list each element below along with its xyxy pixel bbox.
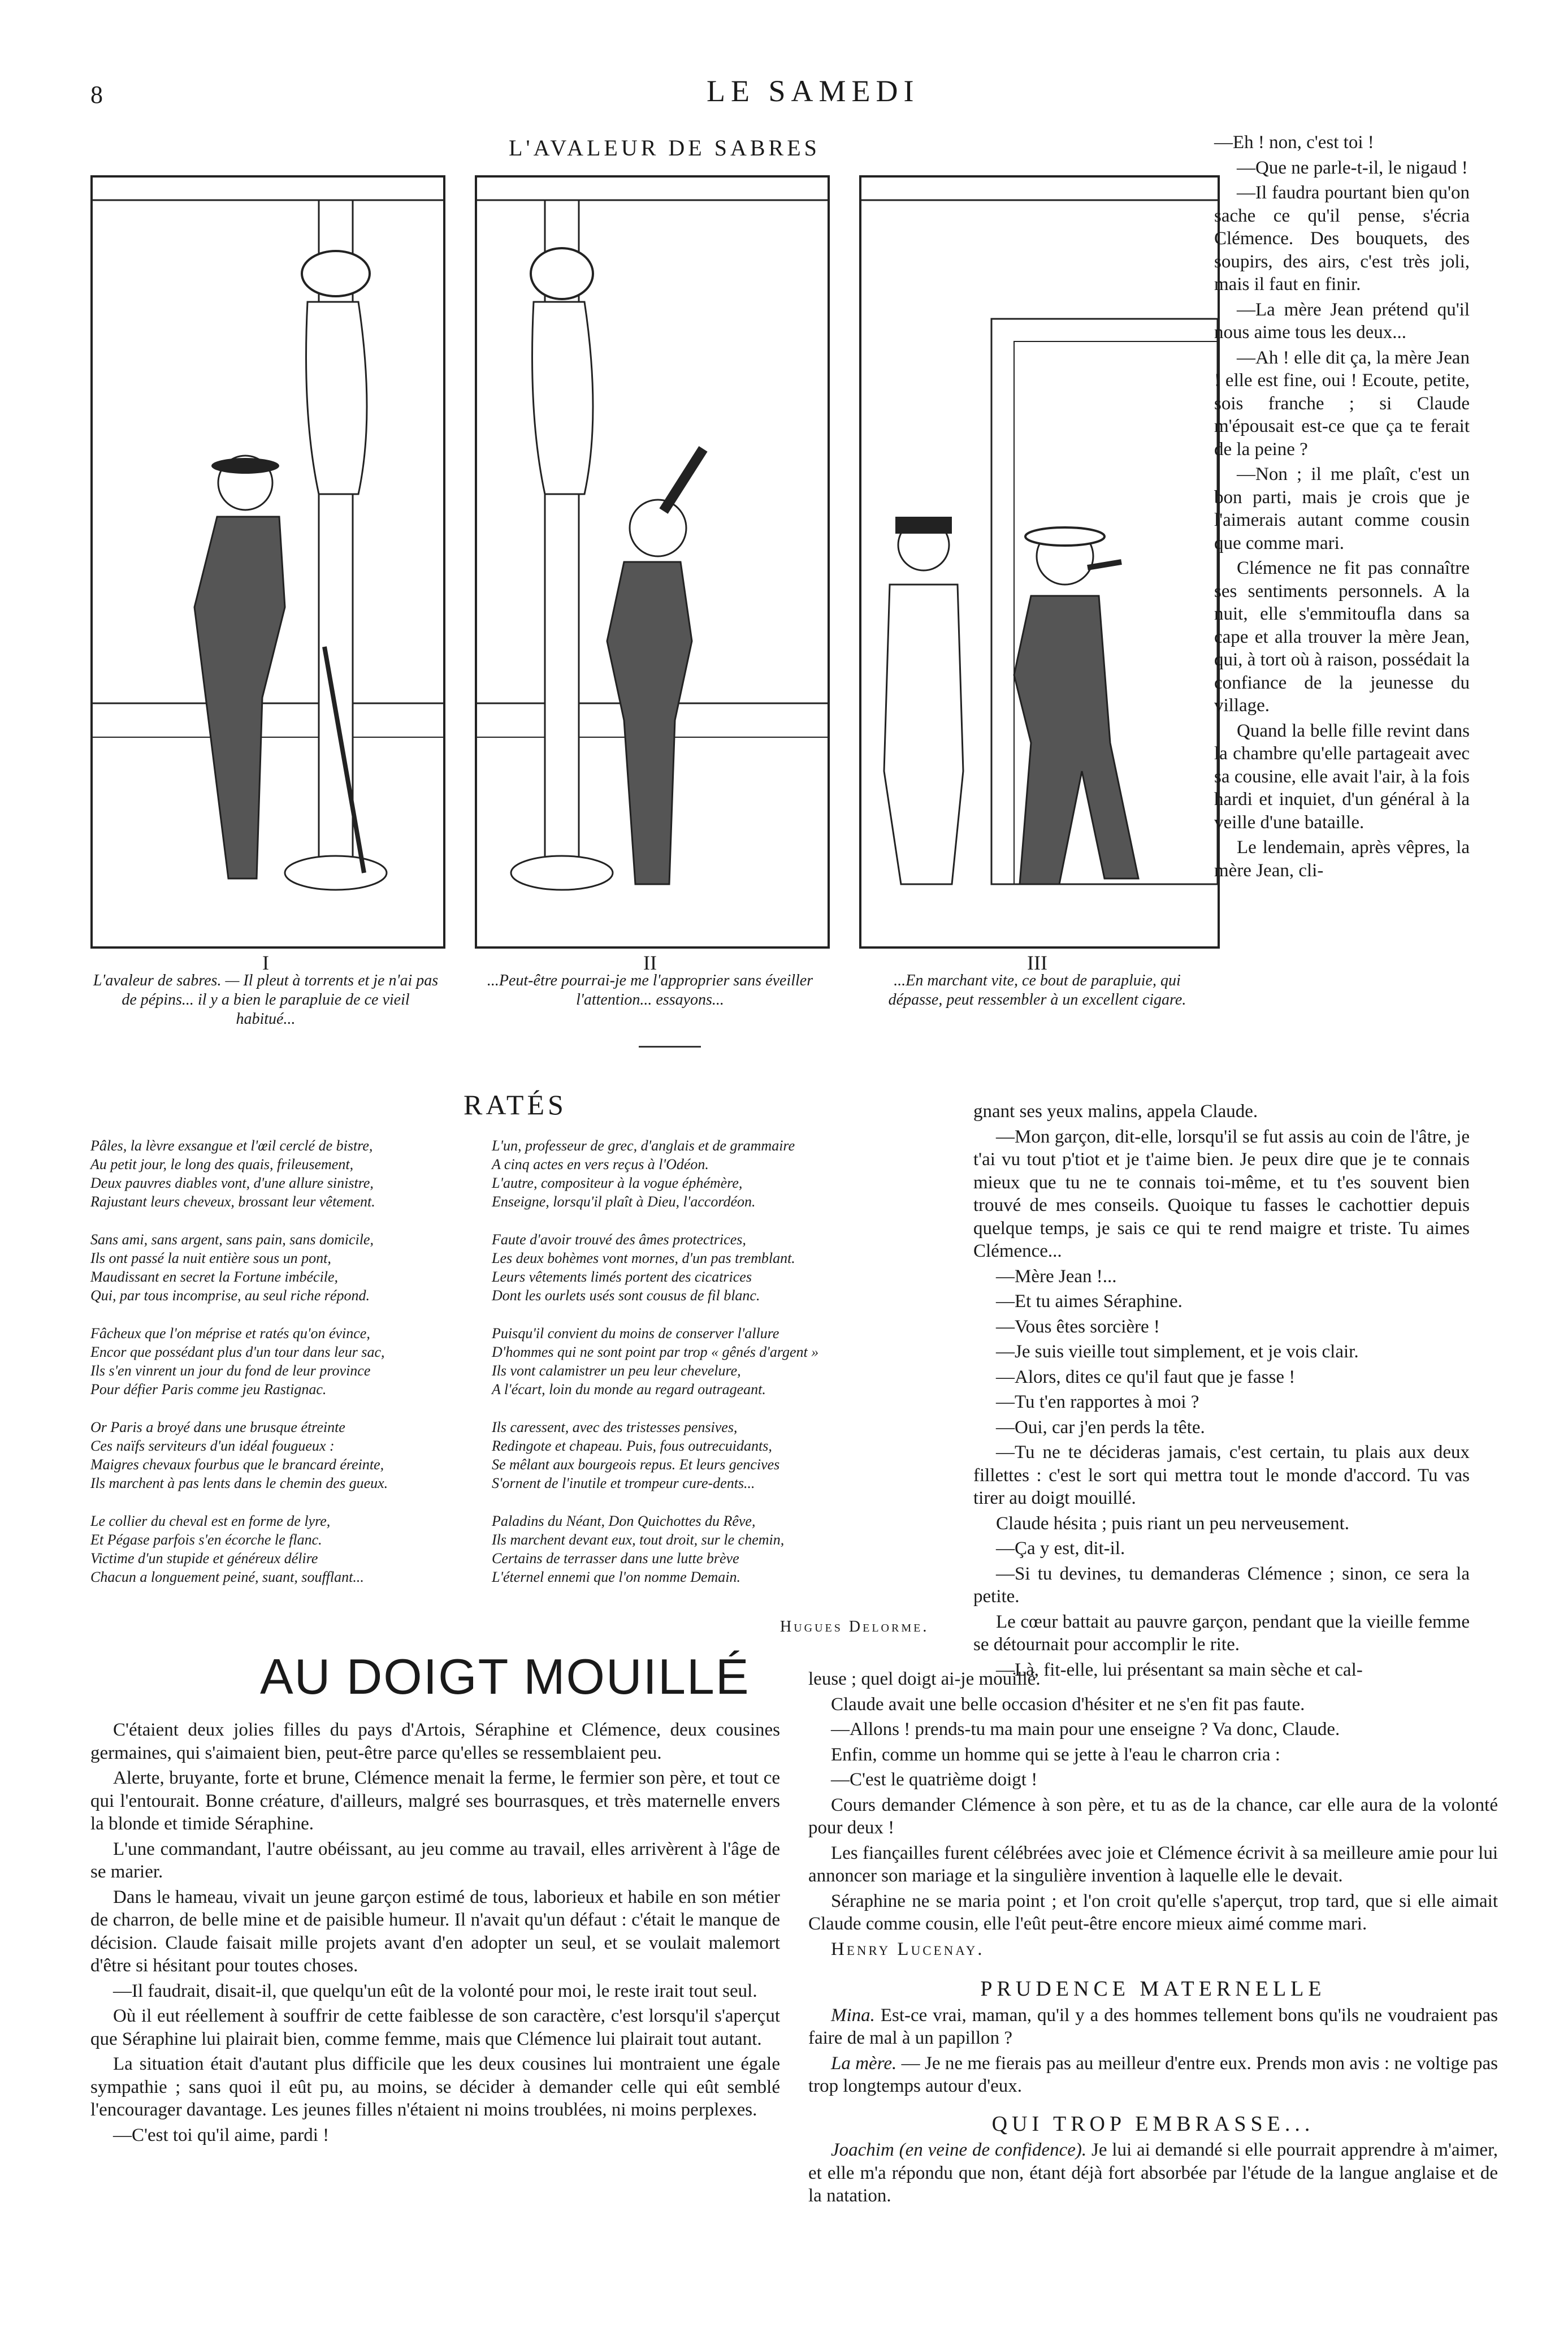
panel-2-illustration	[477, 178, 828, 946]
prudence-speaker-2: La mère.	[831, 2053, 897, 2074]
text-paragraph: —Ça y est, dit-il.	[996, 1538, 1125, 1559]
text-paragraph: Les fiançailles furent célébrées avec joie et Clémence écrivit à sa meilleure amie pour lui annoncer son mariage et la singulière invention à laquelle elle le devait.	[808, 1842, 1498, 1886]
comic-panel-2	[475, 175, 830, 949]
text-paragraph: —Alors, dites ce qu'il faut que je fasse !	[996, 1366, 1296, 1387]
comic-panel-1	[90, 175, 445, 949]
text-paragraph: —Vous êtes sorcière !	[996, 1316, 1160, 1337]
poem-author: Hugues Delorme.	[780, 1618, 929, 1636]
text-paragraph: Claude hésita ; puis riant un peu nerveusement.	[996, 1513, 1350, 1534]
poem-line: Qui, par tous incomprise, au seul riche répond.	[90, 1287, 370, 1304]
poem-line: Faute d'avoir trouvé des âmes protectrices,	[492, 1231, 746, 1248]
text-paragraph: L'une commandant, l'autre obéissant, au jeu comme au travail, elles arrivèrent à l'âge de se marier.	[90, 1838, 780, 1882]
text-paragraph: —Que ne parle-t-il, le nigaud !	[1237, 157, 1468, 178]
story-right-column	[1214, 131, 1470, 884]
poem-line: Enseigne, lorsqu'il plaît à Dieu, l'accordéon.	[492, 1193, 756, 1210]
embrasse-speaker: Joachim (en veine de confidence).	[831, 2140, 1087, 2160]
poem-stanza	[492, 1418, 944, 1492]
embrasse-title: QUI TROP EMBRASSE...	[991, 2112, 1315, 2136]
poem-line: Pâles, la lèvre exsangue et l'œil cerclé de bistre,	[90, 1137, 373, 1154]
poem-line: Redingote et chapeau. Puis, fous outrecuidants,	[492, 1438, 772, 1454]
poem-line: Maigres chevaux fourbus que le brancard éreinte,	[90, 1456, 384, 1473]
poem-line: Sans ami, sans argent, sans pain, sans domicile,	[90, 1231, 374, 1248]
text-paragraph: Enfin, comme un homme qui se jette à l'eau le charron cria :	[831, 1744, 1280, 1765]
text-paragraph: Dans le hameau, vivait un jeune garçon estimé de tous, laborieux et habile en son métier de charron, de belle mine et de paisible humeur. Il n'avait qu'un défaut : c'était le manque de décision. Claude faisait mille projets avant d'en adopter un seul, et se voulait malemort d'être si hésitant pour toutes choses.	[90, 1887, 780, 1976]
text-paragraph: Claude avait une belle occasion d'hésiter et ne s'en fit pas faute.	[831, 1694, 1305, 1715]
text-paragraph: Où il eut réellement à souffrir de cette faiblesse de son caractère, c'est lorsqu'il s'aperçut que Séraphine lui plairait bien, comme femme, mais que Clémence lui plairait tout autant.	[90, 2006, 780, 2049]
panel-2-caption: ...Peut-être pourrai-je me l'approprier sans éveiller l'attention... essayons...	[487, 972, 813, 1009]
poem-line: Chacun a longuement peiné, suant, soufflant...	[90, 1569, 364, 1585]
poem-line: Ils marchent devant eux, tout droit, sur le chemin,	[492, 1531, 785, 1548]
poem-stanza	[492, 1230, 944, 1305]
page-number: 8	[90, 81, 103, 109]
poem-title: RATÉS	[464, 1089, 567, 1120]
poem-line: Encor que possédant plus d'un tour dans leur sac,	[90, 1344, 385, 1360]
poem-line: Ils caressent, avec des tristesses pensives,	[492, 1419, 738, 1435]
text-paragraph: —Il faudrait, disait-il, que quelqu'un eût de la volonté pour moi, le reste irait tout seul.	[113, 1980, 757, 2001]
poem-line: Victime d'un stupide et généreux délire	[90, 1550, 318, 1567]
panel-3-caption: ...En marchant vite, ce bout de parapluie, qui dépasse, peut ressembler à un excellent cigare.	[888, 972, 1186, 1009]
text-paragraph: —La mère Jean prétend qu'il nous aime tous les deux...	[1214, 299, 1470, 343]
text-paragraph: Clémence ne fit pas connaître ses sentiments personnels. A la nuit, elle s'emmitoufla dans sa cape et alla trouver la mère Jean, qui, à tort où à raison, possédait la confiance de la jeunesse du village.	[1214, 558, 1470, 716]
text-paragraph: —Non ; il me plaît, c'est un bon parti, mais je crois que je l'aimerais autant comme cousin que comme mari.	[1214, 464, 1470, 553]
story-right-bottom-column	[808, 1668, 1498, 2210]
poem-line: L'éternel ennemi que l'on nomme Demain.	[492, 1569, 741, 1585]
story-left-column	[90, 1719, 780, 2149]
poem-line: Ils s'en vinrent un jour du fond de leur province	[90, 1362, 371, 1379]
text-paragraph: —C'est le quatrième doigt !	[831, 1769, 1038, 1790]
panel-1-illustration	[93, 178, 443, 946]
text-paragraph: —Oui, car j'en perds la tête.	[996, 1417, 1205, 1438]
separator-rule	[639, 1046, 701, 1048]
prudence-line-2: — Je ne me fierais pas au meilleur d'entre eux. Prends mon avis : ne voltige pas trop longtemps autour d'eux.	[808, 2053, 1498, 2096]
text-paragraph: —Si tu devines, tu demanderas Clémence ; sinon, ce sera la petite.	[973, 1563, 1470, 1607]
poem-line: Pour défier Paris comme jeu Rastignac.	[90, 1381, 327, 1398]
poem-line: Maudissant en secret la Fortune imbécile,	[90, 1269, 339, 1285]
text-paragraph: —Allons ! prends-tu ma main pour une enseigne ? Va donc, Claude.	[831, 1719, 1340, 1740]
poem-line: Dont les ourlets usés sont cousus de fil blanc.	[492, 1287, 760, 1304]
poem-stanza	[492, 1324, 944, 1399]
poem-line: Deux pauvres diables vont, d'une allure sinistre,	[90, 1175, 374, 1191]
poem-right-column	[492, 1136, 944, 1606]
poem-line: Fâcheux que l'on méprise et ratés qu'on évince,	[90, 1325, 370, 1342]
poem-line: Or Paris a broyé dans une brusque étreinte	[90, 1419, 345, 1435]
text-paragraph: —C'est toi qu'il aime, pardi !	[113, 2125, 330, 2145]
prudence-line-1: Est-ce vrai, maman, qu'il y a des hommes tellement bons qu'ils ne voudraient pas faire de mal à un papillon ?	[808, 2005, 1498, 2048]
story-author: Henry Lucenay.	[831, 1939, 985, 1959]
comic-title: L'AVALEUR DE SABRES	[509, 135, 820, 161]
poem-line: Certains de terrasser dans une lutte brève	[492, 1550, 739, 1567]
prudence-title: PRUDENCE MATERNELLE	[980, 1977, 1326, 2001]
poem-line: Ils ont passé la nuit entière sous un pont,	[90, 1250, 331, 1266]
text-paragraph: Le lendemain, après vêpres, la mère Jean, cli-	[1214, 837, 1470, 881]
poem-stanza	[90, 1230, 497, 1305]
poem-line: Ces naïfs serviteurs d'un idéal fougueux :	[90, 1438, 335, 1454]
poem-line: Rajustant leurs cheveux, brossant leur vêtement.	[90, 1193, 375, 1210]
text-paragraph: La situation était d'autant plus difficile que les deux cousines lui montraient une égale sympathie ; sans quoi il eût pu, au moins, se décider à demander celle qui eût semblé l'encourager davantage. Les jeunes filles n'étaient ni moins troublées, ni moins perplexes.	[90, 2054, 780, 2120]
text-paragraph: —Tu ne te décideras jamais, c'est certain, tu plais aux deux fillettes : c'est le sort qui mettra tout le monde d'accord. Tu vas tirer au doigt mouillé.	[973, 1442, 1470, 1508]
poem-line: D'hommes qui ne sont point par trop « gênés d'argent »	[492, 1344, 819, 1360]
poem-line: L'autre, compositeur à la vogue éphémère,	[492, 1175, 743, 1191]
poem-line: Puisqu'il convient du moins de conserver l'allure	[492, 1325, 779, 1342]
comic-panel-3	[859, 175, 1220, 949]
panel-1-caption: L'avaleur de sabres. — Il pleut à torrents et je n'ai pas de pépins... il y a bien le parapluie de ce vieil habitué...	[93, 972, 439, 1028]
poem-stanza	[90, 1324, 497, 1399]
embrasse-text: Je lui ai demandé si elle pourrait apprendre à m'aimer, et elle m'a répondu que non, étant déjà fort absorbée par l'étude de la langue anglaise et de la natation.	[808, 2140, 1498, 2206]
panel-3-number: III	[1027, 951, 1047, 974]
poem-line: Paladins du Néant, Don Quichottes du Rêve,	[492, 1513, 756, 1529]
panel-3-illustration	[861, 178, 1218, 946]
text-paragraph: Cours demander Clémence à son père, et tu as de la chance, car elle aura de la volonté pour deux !	[808, 1794, 1498, 1838]
text-paragraph: Séraphine ne se maria point ; et l'on croit qu'elle s'aperçut, trop tard, que si elle aimait Claude comme cousin, elle l'eût peut-être encore mieux aimé comme mari.	[808, 1890, 1498, 1934]
text-paragraph: gnant ses yeux malins, appela Claude.	[973, 1101, 1258, 1122]
text-paragraph: —Tu t'en rapportes à moi ?	[996, 1392, 1199, 1412]
poem-line: Le collier du cheval est en forme de lyre,	[90, 1513, 331, 1529]
text-paragraph: —Il faudra pourtant bien qu'on sache ce qu'il pense, s'écria Clémence. Des bouquets, des soupirs, des airs, c'est très joli, mais il faut en finir.	[1214, 183, 1470, 295]
poem-line: Leurs vêtements limés portent des cicatrices	[492, 1269, 752, 1285]
text-paragraph: Alerte, bruyante, forte et brune, Clémence menait la ferme, le fermier son père, et tout ce qui l'entourait. Bonne créature, d'ailleurs, malgré ses bourrasques, et très maternelle envers la blonde et timide Séraphine.	[90, 1768, 780, 1834]
poem-line: Se mêlant aux bourgeois repus. Et leurs gencives	[492, 1456, 780, 1473]
poem-line: Ils vont calamistrer un peu leur chevelure,	[492, 1362, 741, 1379]
poem-stanza	[90, 1512, 497, 1586]
text-paragraph: —Ah ! elle dit ça, la mère Jean ! elle est fine, oui ! Ecoute, petite, sois franche ; si Claude m'épousait est-ce que ça te ferait de la peine ?	[1214, 347, 1470, 460]
text-paragraph: Le cœur battait au pauvre garçon, pendant que la vieille femme se détournait pour accomplir le rite.	[973, 1611, 1470, 1655]
poem-stanza	[90, 1418, 497, 1492]
text-paragraph: —Eh ! non, c'est toi !	[1214, 132, 1374, 153]
story-middle-column	[973, 1100, 1470, 1684]
panel-2-number: II	[643, 951, 657, 974]
text-paragraph: —Mère Jean !...	[996, 1266, 1117, 1287]
text-paragraph: Quand la belle fille revint dans la chambre qu'elle partageait avec sa cousine, elle avait l'air, à la fois hardi et inquiet, d'un général à la veille d'une bataille.	[1214, 720, 1470, 833]
text-paragraph: C'étaient deux jolies filles du pays d'Artois, Séraphine et Clémence, deux cousines germaines, qui s'aimaient bien, peut-être parce qu'elles se ressemblaient peu.	[90, 1720, 780, 1763]
text-paragraph: leuse ; quel doigt ai-je mouillé.	[808, 1669, 1041, 1689]
poem-line: A l'écart, loin du monde au regard outrageant.	[492, 1381, 766, 1398]
text-paragraph: —Mon garçon, dit-elle, lorsqu'il se fut assis au coin de l'âtre, je t'ai vu tout p'tiot et je t'aime bien. Je peux dire que je te connais mieux que tu ne te connais toi-même, et tu t'es souvent bien trouvé de mes conseils. Quoique tu fasses le cachottier depuis quelque temps, je sais ce qui te rend maigre et triste. Tu aimes Clémence...	[973, 1126, 1470, 1261]
story-title: AU DOIGT MOUILLÉ	[260, 1649, 750, 1704]
poem-line: Au petit jour, le long des quais, frileusement,	[90, 1156, 354, 1173]
text-paragraph: —Là, fit-elle, lui présentant sa main sèche et cal-	[996, 1659, 1363, 1680]
poem-line: Et Pégase parfois s'en écorche le flanc.	[90, 1531, 322, 1548]
text-paragraph: —Je suis vieille tout simplement, et je vois clair.	[996, 1342, 1359, 1362]
prudence-speaker-1: Mina.	[831, 2005, 875, 2026]
text-paragraph: —Et tu aimes Séraphine.	[996, 1291, 1183, 1312]
poem-line: A cinq actes en vers reçus à l'Odéon.	[492, 1156, 709, 1173]
panel-1-number: I	[262, 951, 269, 974]
poem-line: Les deux bohèmes vont mornes, d'un pas tremblant.	[492, 1250, 795, 1266]
poem-left-column	[90, 1136, 497, 1606]
poem-stanza	[492, 1136, 944, 1211]
poem-line: Ils marchent à pas lents dans le chemin des gueux.	[90, 1475, 388, 1491]
poem-stanza	[492, 1512, 944, 1586]
poem-line: S'ornent de l'inutile et trompeur cure-dents...	[492, 1475, 755, 1491]
journal-title: LE SAMEDI	[707, 74, 920, 108]
poem-stanza	[90, 1136, 497, 1211]
poem-line: L'un, professeur de grec, d'anglais et de grammaire	[492, 1137, 795, 1154]
